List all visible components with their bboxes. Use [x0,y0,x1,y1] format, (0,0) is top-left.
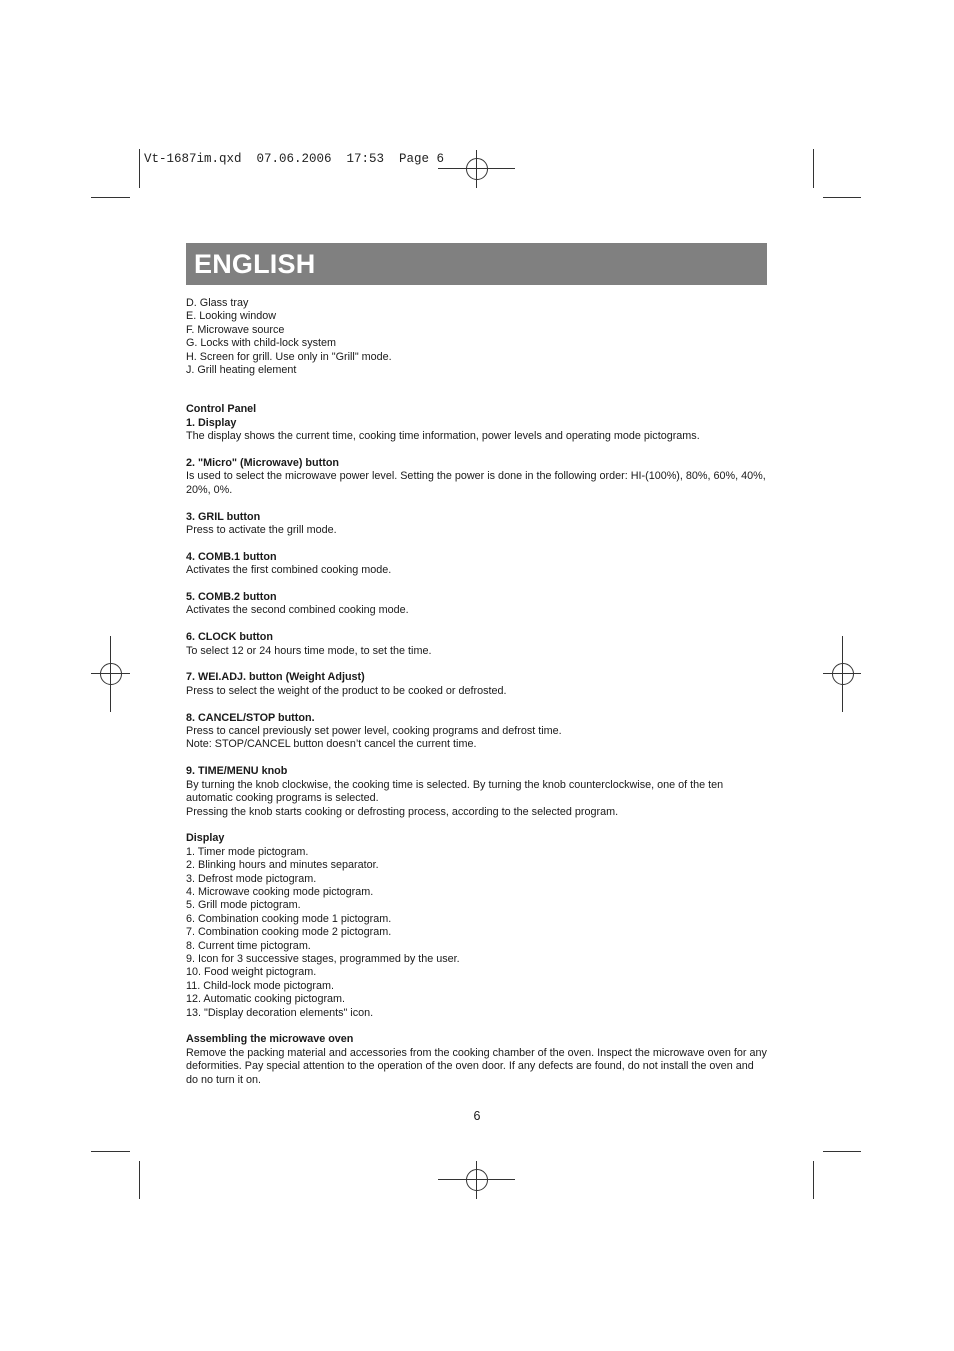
control-item-title: 3. GRIL button [186,510,261,523]
display-heading: Display [186,832,225,845]
assembling-text: Remove the packing material and accessories from the cooking chamber of the oven. Inspect the microwave oven for any deformities. Pay special attention to the operation of the oven door. If any defects are found, do not install the oven and do no turn it on. [186,1046,767,1086]
display-section [186,832,768,1020]
control-item-title: 2. "Micro" (Microwave) button [186,457,340,470]
parts-list-item: E. Looking window [186,310,277,323]
parts-list-item: F. Microwave source [186,323,285,336]
display-list-item: 1. Timer mode pictogram. [186,845,309,858]
crop-mark [823,197,861,198]
assembling-section [186,1033,768,1087]
control-item-text: Press to select the weight of the product to be cooked or defrosted. [186,684,507,697]
print-slug: Vt-1687im.qxd 07.06.2006 17:53 Page 6 [144,152,445,166]
crop-mark [139,1161,140,1199]
crop-mark [91,1151,130,1152]
display-list-item: 5. Grill mode pictogram. [186,899,301,912]
control-panel-items [186,417,768,819]
control-panel-item [186,631,768,658]
control-item-title: 8. CANCEL/STOP button. [186,711,315,724]
display-list-item: 8. Current time pictogram. [186,939,311,952]
display-list-item: 11. Child-lock mode pictogram. [186,979,335,992]
control-item-title: 4. COMB.1 button [186,550,277,563]
control-item-text: Is used to select the microwave power level. Setting the power is done in the following order: HI-(100%), 80%, 60%, 40%, 20%, 0%. [186,470,766,496]
control-item-title: 9. TIME/MENU knob [186,765,288,778]
crop-mark [139,149,140,188]
display-list [186,846,768,1020]
parts-list-item: H. Screen for grill. Use only in "Grill" mode. [186,350,392,363]
display-list-item: 13. "Display decoration elements" icon. [186,1006,374,1019]
crop-mark [813,149,814,188]
display-list-item: 6. Combination cooking mode 1 pictogram. [186,912,392,925]
crop-mark [823,1151,861,1152]
parts-list-item: G. Locks with child-lock system [186,337,336,350]
control-panel-item [186,591,768,618]
control-item-text: Activates the first combined cooking mode. [186,564,392,577]
display-list-item: 10. Food weight pictogram. [186,966,317,979]
assembling-heading: Assembling the microwave oven [186,1033,354,1046]
control-panel-item [186,551,768,578]
control-item-title: 1. Display [186,416,237,429]
control-panel-item [186,417,768,444]
control-item-text: The display shows the current time, cooking time information, power levels and operating mode pictograms. [186,430,700,443]
control-item-text: Note: STOP/CANCEL button doesn’t cancel the current time. [186,738,477,751]
control-item-text: Press to cancel previously set power level, cooking programs and defrost time. [186,725,562,738]
page-content [186,297,768,1087]
parts-list-item: J. Grill heating element [186,364,297,377]
control-item-text: Press to activate the grill mode. [186,524,337,537]
display-list-item: 2. Blinking hours and minutes separator. [186,859,379,872]
control-item-title: 7. WEI.ADJ. button (Weight Adjust) [186,671,365,684]
display-list-item: 7. Combination cooking mode 2 pictogram. [186,926,392,939]
parts-list-item: D. Glass tray [186,297,249,309]
control-item-text: Pressing the knob starts cooking or defrosting process, according to the selected program. [186,805,619,818]
crop-mark [813,1161,814,1199]
control-item-title: 5. COMB.2 button [186,591,277,604]
control-item-text: Activates the second combined cooking mode. [186,604,409,617]
page-number: 6 [473,1109,481,1123]
parts-list [186,297,768,377]
display-list-item: 4. Microwave cooking mode pictogram. [186,885,374,898]
control-panel-item [186,765,768,819]
control-panel-item [186,457,768,497]
control-item-text: To select 12 or 24 hours time mode, to set the time. [186,644,432,657]
language-banner [186,243,767,285]
display-list-item: 12. Automatic cooking pictogram. [186,993,346,1006]
display-list-item: 3. Defrost mode pictogram. [186,872,317,885]
crop-mark [91,197,130,198]
control-item-title: 6. CLOCK button [186,631,273,644]
control-panel-section [186,403,768,818]
control-panel-item [186,712,768,752]
display-list-item: 9. Icon for 3 successive stages, programmed by the user. [186,952,460,965]
control-panel-item [186,671,768,698]
control-panel-heading: Control Panel [186,403,257,416]
banner-title: ENGLISH [194,249,316,279]
control-item-text: By turning the knob clockwise, the cooking time is selected. By turning the knob counterclockwise, one of the ten automatic cooking programs is selected. [186,778,724,805]
control-panel-item [186,511,768,538]
